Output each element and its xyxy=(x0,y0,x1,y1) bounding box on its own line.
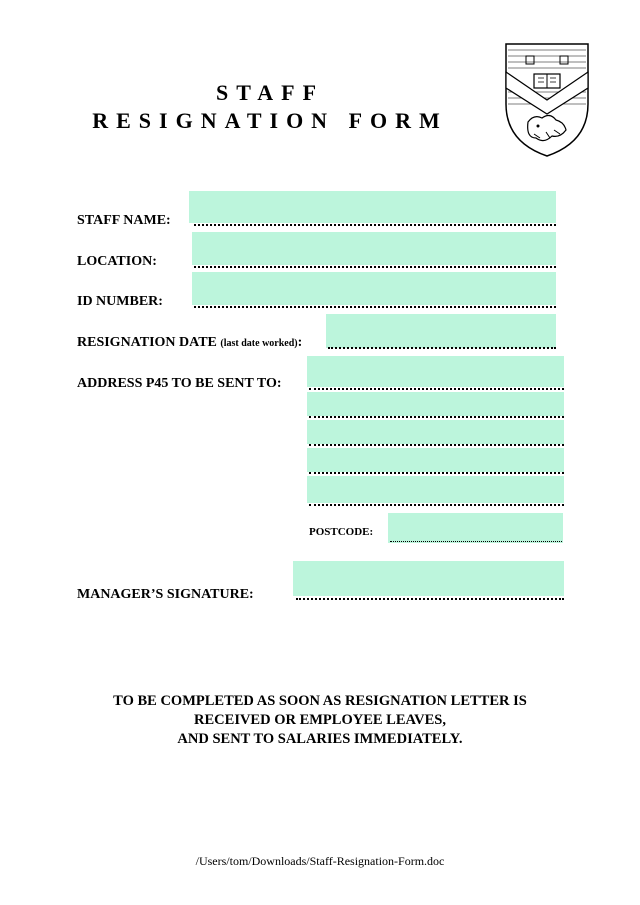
address-line-5-dotted-line xyxy=(309,500,564,506)
manager-signature-input[interactable] xyxy=(293,561,564,596)
notice-line-2: RECEIVED OR EMPLOYEE LEAVES, xyxy=(194,712,446,728)
resignation-date-label-text: RESIGNATION DATE xyxy=(77,335,217,350)
form-title-line2: RESIGNATION FORM xyxy=(92,108,448,133)
address-line-1-dotted-line xyxy=(309,384,564,390)
location-label: LOCATION: xyxy=(77,254,157,269)
address-line-4-dotted-line xyxy=(309,468,564,474)
address-line-2-dotted-line xyxy=(309,412,564,418)
address-label: ADDRESS P45 TO BE SENT TO: xyxy=(77,376,282,391)
address-line-3-dotted-line xyxy=(309,440,564,446)
id-number-label: ID NUMBER: xyxy=(77,294,163,309)
staff-name-dotted-line xyxy=(194,220,556,226)
location-input[interactable] xyxy=(192,232,556,265)
completion-notice xyxy=(0,692,640,749)
id-number-input[interactable] xyxy=(192,272,556,305)
resignation-date-dotted-line xyxy=(328,343,556,349)
notice-line-3: AND SENT TO SALARIES IMMEDIATELY. xyxy=(177,731,463,747)
resignation-date-label xyxy=(77,335,302,351)
form-title-line1: STAFF xyxy=(215,80,325,105)
university-crest-icon xyxy=(504,42,590,158)
staff-name-label: STAFF NAME: xyxy=(77,213,171,228)
staff-name-input[interactable] xyxy=(189,191,556,223)
id-number-dotted-line xyxy=(194,302,556,308)
postcode-dotted-line xyxy=(390,537,562,542)
resignation-date-colon: : xyxy=(297,335,303,350)
postcode-label: POSTCODE: xyxy=(309,526,374,538)
document-file-path: /Users/tom/Downloads/Staff-Resignation-Form.doc xyxy=(195,854,445,868)
manager-signature-dotted-line xyxy=(296,594,564,600)
address-line-1-input[interactable] xyxy=(307,356,564,387)
notice-line-1: TO BE COMPLETED AS SOON AS RESIGNATION LETTER IS xyxy=(113,693,527,709)
resignation-date-note: (last date worked) xyxy=(220,338,298,349)
address-line-5-input[interactable] xyxy=(307,476,564,503)
manager-signature-label: MANAGER’S SIGNATURE: xyxy=(77,587,254,602)
location-dotted-line xyxy=(194,262,556,268)
